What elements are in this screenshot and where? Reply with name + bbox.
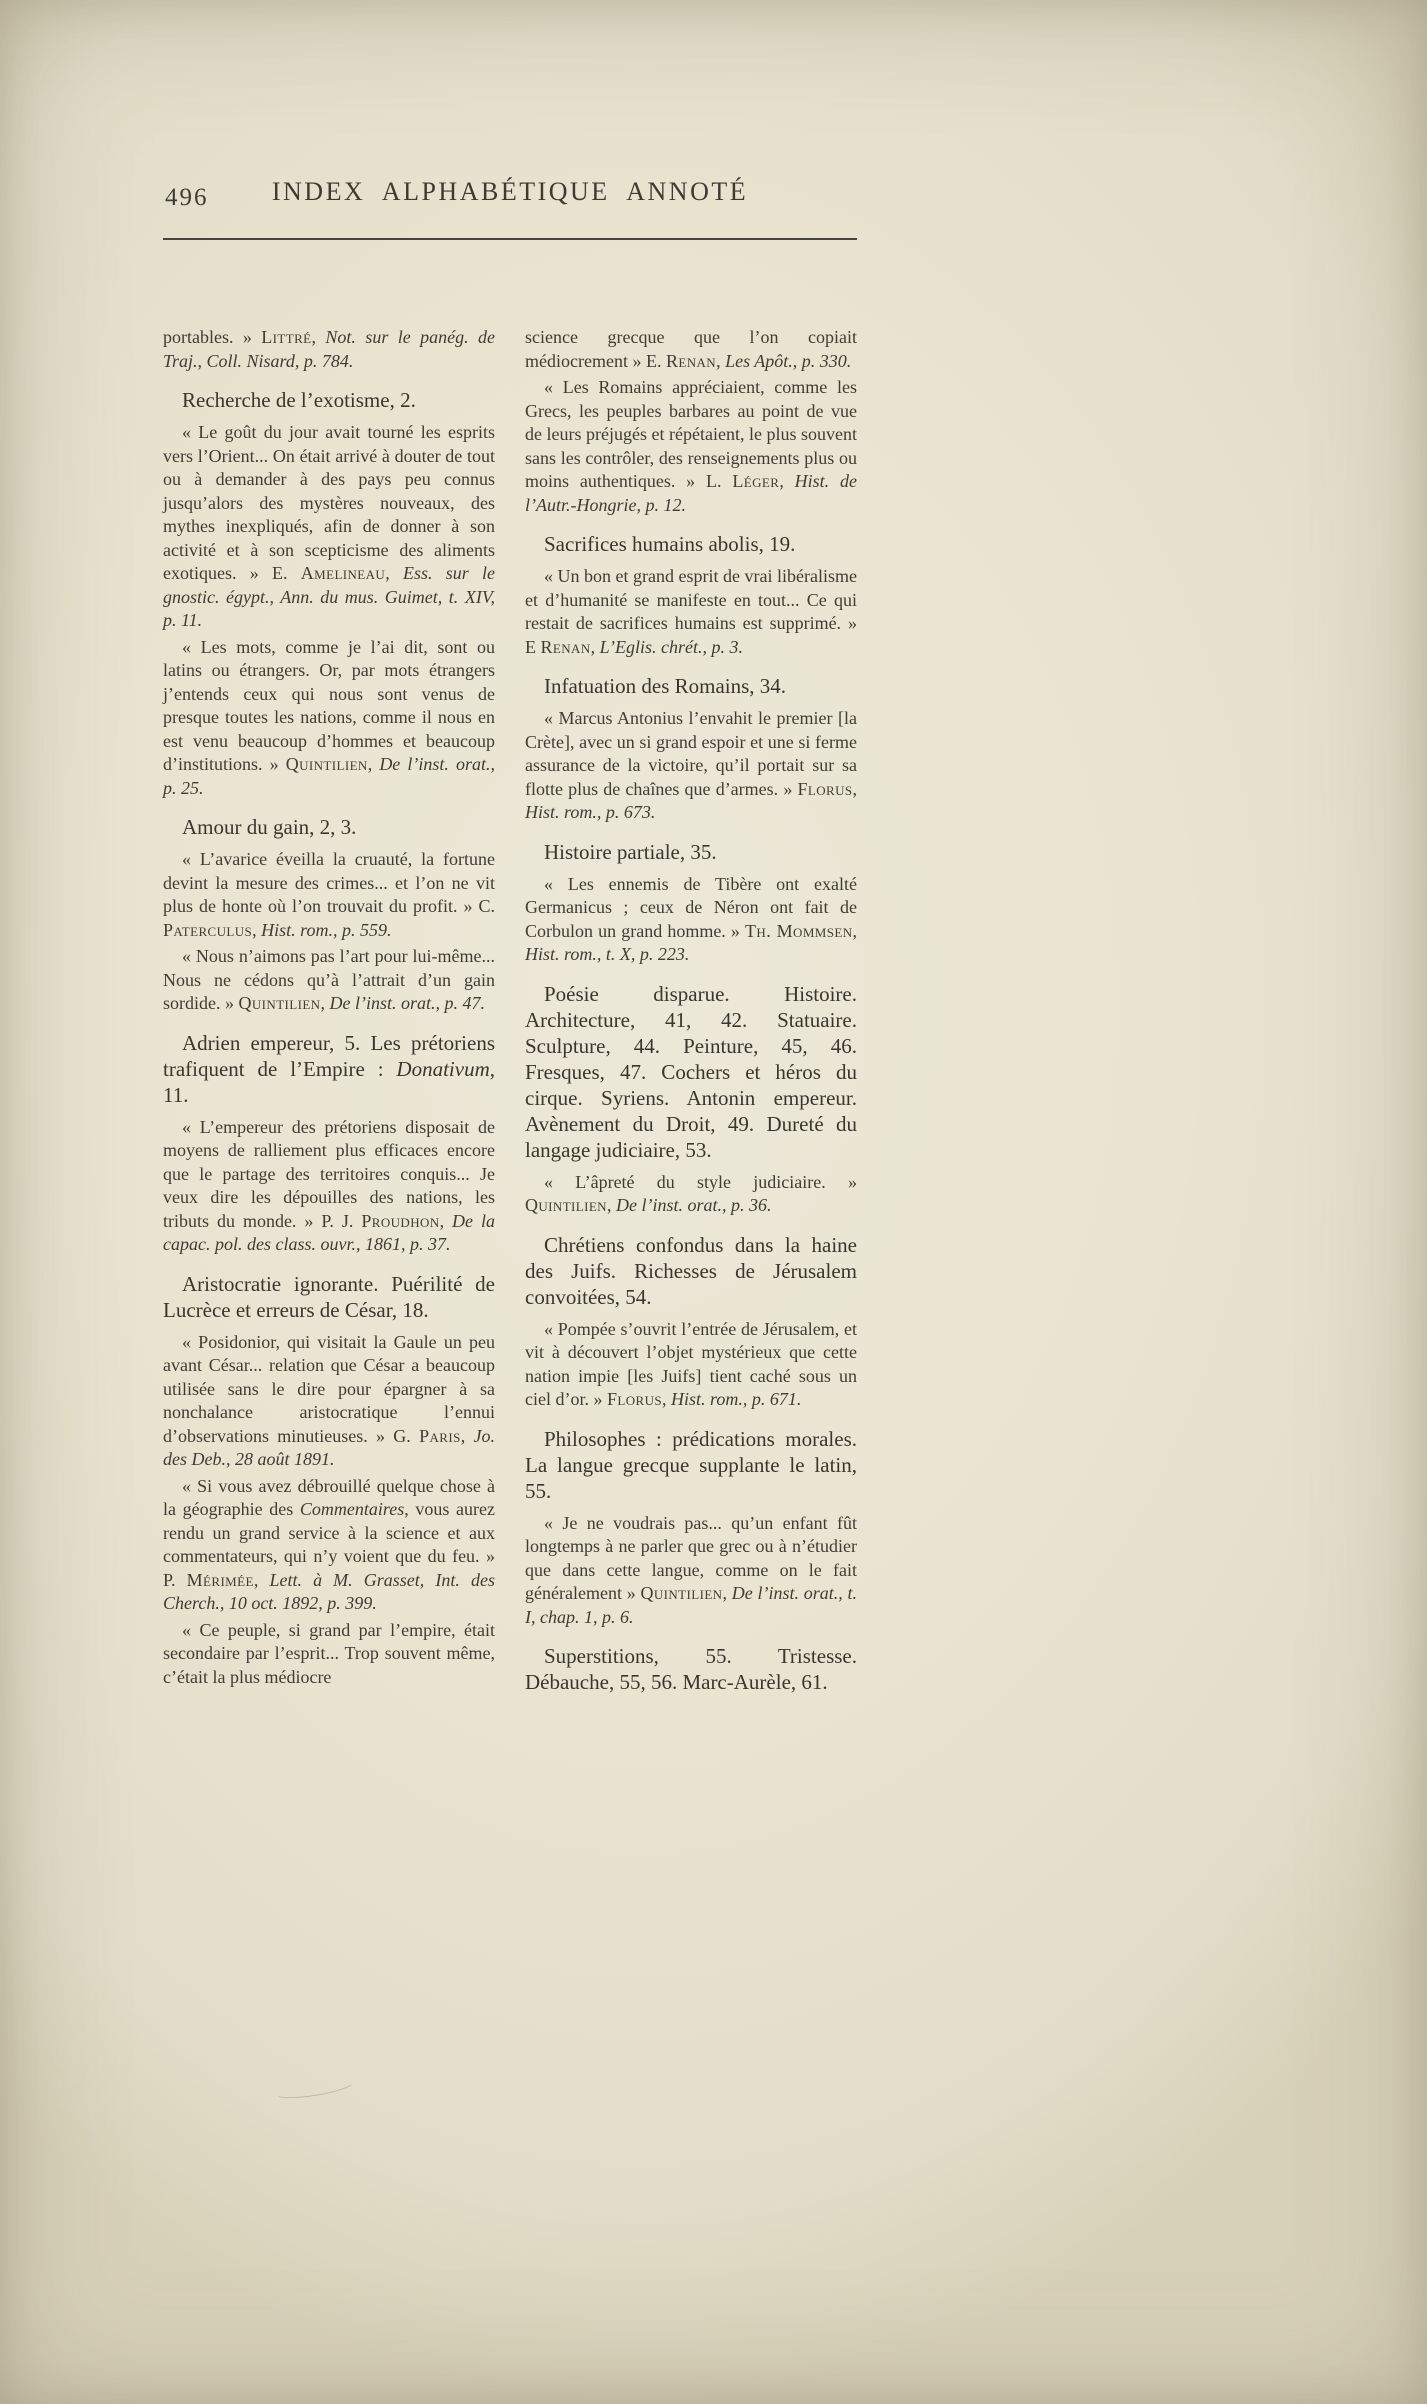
text-run: Recherche de l’exotisme, 2.	[182, 388, 416, 412]
text-run: « Les ennemis de Tibère ont exalté Germanicus ; ceux de Néron ont fait de Corbulon un grand homme. »	[525, 873, 857, 941]
text-run: Jo. des Deb., 28 août 1891.	[163, 1425, 495, 1469]
text-run: Histoire partiale, 35.	[544, 839, 717, 864]
text-run: « L’empereur des prétoriens disposait de moyens de ralliement plus efficaces encore que le partage des territoires conquis... Je veux dire les dépouilles des nations, les tributs du monde. » P. J.	[163, 1116, 495, 1231]
text-run: Florus	[606, 1389, 663, 1409]
text-run: Renan	[540, 636, 591, 657]
index-paragraph	[163, 326, 495, 373]
index-paragraph	[525, 565, 857, 659]
text-run: De la capac. pol. des class. ouvr., 1861, p. 37.	[163, 1210, 496, 1254]
text-run: Philosophes : prédications morales. La langue grecque supplante le latin, 55.	[525, 1426, 857, 1503]
index-entry-heading	[163, 1271, 495, 1323]
text-run: Hist. rom., t. X, p. 223.	[525, 944, 690, 964]
text-run: L’Eglis. chrét., p. 3.	[599, 636, 743, 657]
index-paragraph	[525, 1512, 857, 1630]
text-run: Quintilien	[640, 1583, 723, 1603]
text-run: Quintilien	[238, 993, 321, 1013]
text-run: Quintilien	[525, 1195, 607, 1215]
text-run: ,	[320, 993, 330, 1013]
text-run: Commentaires	[299, 1499, 405, 1519]
text-run: ,	[779, 471, 795, 491]
page-title: INDEX ALPHABÉTIQUE ANNOTÉ	[271, 177, 749, 206]
text-run: Les Apôt., p. 330.	[725, 350, 852, 371]
text-run: Florus	[797, 778, 853, 799]
index-paragraph	[163, 421, 495, 633]
index-entry-heading	[525, 839, 857, 865]
text-run: Amelineau	[300, 563, 386, 583]
text-run: ,	[590, 636, 600, 657]
index-paragraph	[525, 873, 857, 967]
text-run: Léger	[732, 471, 780, 491]
text-run: ,	[662, 1389, 672, 1409]
page-content	[163, 172, 857, 1703]
index-entry-heading	[163, 387, 495, 413]
text-run: ,	[852, 778, 857, 799]
text-run: Th. Mommsen	[745, 920, 853, 941]
index-entry-heading	[525, 673, 857, 699]
text-run: ,	[311, 327, 326, 347]
text-run: Chrétiens confondus dans la haine des Juifs. Richesses de Jérusalem convoitées, 54.	[525, 1232, 857, 1309]
text-run: « Si vous avez débrouillé quelque chose à la géographie des	[163, 1475, 495, 1519]
text-run: De l’inst. orat., p. 36.	[615, 1195, 772, 1215]
text-run: ,	[252, 919, 262, 940]
text-run: Hist. rom., p. 671.	[671, 1389, 802, 1409]
text-run: « L’avarice éveilla la cruauté, la fortune devint la mesure des crimes... et l’on ne vit plus de honte où l’on trouvait du profit. » C.	[163, 849, 495, 916]
index-columns	[163, 326, 857, 1703]
index-entry-heading	[525, 531, 857, 557]
text-run: « Nous n’aimons pas l’art pour lui-même... Nous ne cédons qu’à l’attrait d’un gain sordide. »	[163, 946, 495, 1013]
text-run: Littré	[261, 327, 312, 347]
left-column	[163, 326, 495, 1703]
text-run: , vous aurez rendu un grand service à la science et aux commentateurs, qui n’y voient que du feu. » P.	[163, 1499, 496, 1590]
text-run: Renan	[665, 350, 717, 371]
text-run: « Je ne voudrais pas... qu’un enfant fût longtemps à ne parler que grec ou à n’étudier que dans cette langue, comme on le fait généralement »	[525, 1512, 857, 1603]
text-run: Donativum	[396, 1056, 490, 1081]
text-run: « Le goût du jour avait tourné les esprits vers l’Orient... On était arrivé à douter de tout ou à demander à des pays peu connus jusqu’alors des mystères nouveaux, des mythes inexpliqués, afin de donner à son activité et à son scepticisme des aliments exotiques. » E.	[163, 422, 495, 583]
text-run: Hist. de l’Autr.-Hongrie, p. 12.	[525, 471, 858, 515]
index-paragraph	[525, 1171, 857, 1218]
text-run: ,	[367, 754, 380, 774]
text-run: « Un bon et grand esprit de vrai libéralisme et d’humanité se manifeste en tout... Ce qui restait de sacrifices humains est supprimé. » E	[525, 566, 857, 657]
text-run: ,	[716, 350, 726, 371]
index-paragraph	[525, 376, 857, 517]
index-entry-heading	[525, 981, 857, 1163]
text-run: ,	[460, 1425, 474, 1446]
text-run: Sacrifices humains abolis, 19.	[544, 532, 796, 556]
text-run: Ess. sur le gnostic. égypt., Ann. du mus. Guimet, t. XIV, p. 11.	[163, 563, 496, 630]
text-run: Hist. rom., p. 559.	[261, 919, 392, 940]
index-paragraph	[525, 707, 857, 825]
text-run: Infatuation des Romains, 34.	[544, 674, 787, 698]
text-run: Aristocratie ignorante. Puérilité de Lucrèce et erreurs de César, 18.	[163, 1271, 495, 1322]
text-run: ,	[606, 1195, 616, 1215]
text-run: De l’inst. orat., t. I, chap. 1, p. 6.	[525, 1583, 857, 1627]
index-paragraph	[163, 1116, 495, 1257]
text-run: Mérimée	[186, 1569, 254, 1590]
header-rule	[163, 238, 857, 240]
right-column	[525, 326, 857, 1703]
index-paragraph	[163, 1619, 495, 1690]
page-number: 496	[165, 184, 209, 211]
text-run: « Ce peuple, si grand par l’empire, était secondaire par l’esprit... Trop souvent même, c’était la plus médiocre	[163, 1619, 495, 1687]
text-run: Quintilien	[285, 754, 368, 774]
index-paragraph	[525, 326, 857, 373]
text-run: Hist. rom., p. 673.	[525, 802, 656, 822]
text-run: ,	[253, 1569, 270, 1590]
index-entry-heading	[525, 1232, 857, 1310]
text-run: « Pompée s’ouvrit l’entrée de Jérusalem, et vit à découvert l’objet mystérieux que cette nation impie [les Juifs] tient caché sous un ciel d’or. »	[525, 1318, 857, 1409]
text-run: De l’inst. orat., p. 25.	[163, 754, 496, 798]
text-run: Not. sur le panég. de Traj., Coll. Nisard, p. 784.	[163, 327, 495, 371]
index-entry-heading	[163, 1030, 495, 1108]
pen-mark	[271, 2072, 357, 2103]
text-run: Amour du gain, 2, 3.	[182, 815, 357, 839]
index-paragraph	[163, 945, 495, 1016]
text-run: ,	[852, 920, 857, 941]
text-run: portables. »	[163, 327, 262, 347]
text-run: science grecque que l’on copiait médiocrement » E.	[525, 327, 857, 371]
text-run: , 11.	[163, 1056, 495, 1107]
text-run: « Marcus Antonius l’envahit le premier [la Crète], avec un si grand espoir et une si ferme assurance de la victoire, qu’il portait sur sa flotte plus de chaînes que d’armes. »	[525, 708, 857, 799]
text-run: Proudhon	[361, 1210, 440, 1231]
text-run: ,	[439, 1210, 453, 1231]
text-run: Paris	[419, 1425, 461, 1446]
index-paragraph	[163, 848, 495, 942]
index-entry-heading	[525, 1643, 857, 1695]
text-run: ,	[385, 563, 403, 583]
index-paragraph	[163, 1475, 495, 1616]
text-run: « Posidonior, qui visitait la Gaule un peu avant César... relation que César a beaucoup utilisée sans le dire pour épargner à sa nonchalance aristocratique l’ennui d’observations minutieuses. » G.	[163, 1331, 495, 1446]
index-paragraph	[525, 1318, 857, 1412]
text-run: « L’âpreté du style judiciaire. »	[544, 1171, 857, 1192]
text-run: Lett. à M. Grasset, Int. des Cherch., 10 oct. 1892, p. 399.	[163, 1569, 496, 1613]
text-run: Adrien empereur, 5. Les prétoriens trafiquent de l’Empire :	[163, 1030, 495, 1081]
text-run: De l’inst. orat., p. 47.	[329, 993, 485, 1013]
index-entry-heading	[163, 814, 495, 840]
text-run: « Les mots, comme je l’ai dit, sont ou latins ou étrangers. Or, par mots étrangers j’entends ceux qui nous sont venus de presque toutes les nations, comme il nous en est venu beaucoup d’hommes et beaucoup d’institutions. »	[163, 636, 495, 774]
text-run: Poésie disparue. Histoire. Architecture, 41, 42. Statuaire. Sculpture, 44. Peinture, 45, 46. Fresques, 47. Cochers et héros du cirque. Syriens. Antonin empereur. Avènement du Droit, 49. Dureté du langage judiciaire, 53.	[525, 981, 857, 1162]
text-run: Superstitions, 55. Tristesse. Débauche, 55, 56. Marc-Aurèle, 61.	[525, 1644, 857, 1694]
index-entry-heading	[525, 1426, 857, 1504]
page-header	[163, 172, 857, 212]
index-paragraph	[163, 636, 495, 801]
text-run: « Les Romains appréciaient, comme les Grecs, les peuples barbares au point de vue de leurs préjugés et répétaient, le plus souvent sans les contrôler, des renseignements plus ou moins authentiques. » L.	[525, 377, 857, 491]
text-run: ,	[722, 1583, 732, 1603]
text-run: Paterculus	[163, 919, 253, 940]
index-paragraph	[163, 1331, 495, 1472]
